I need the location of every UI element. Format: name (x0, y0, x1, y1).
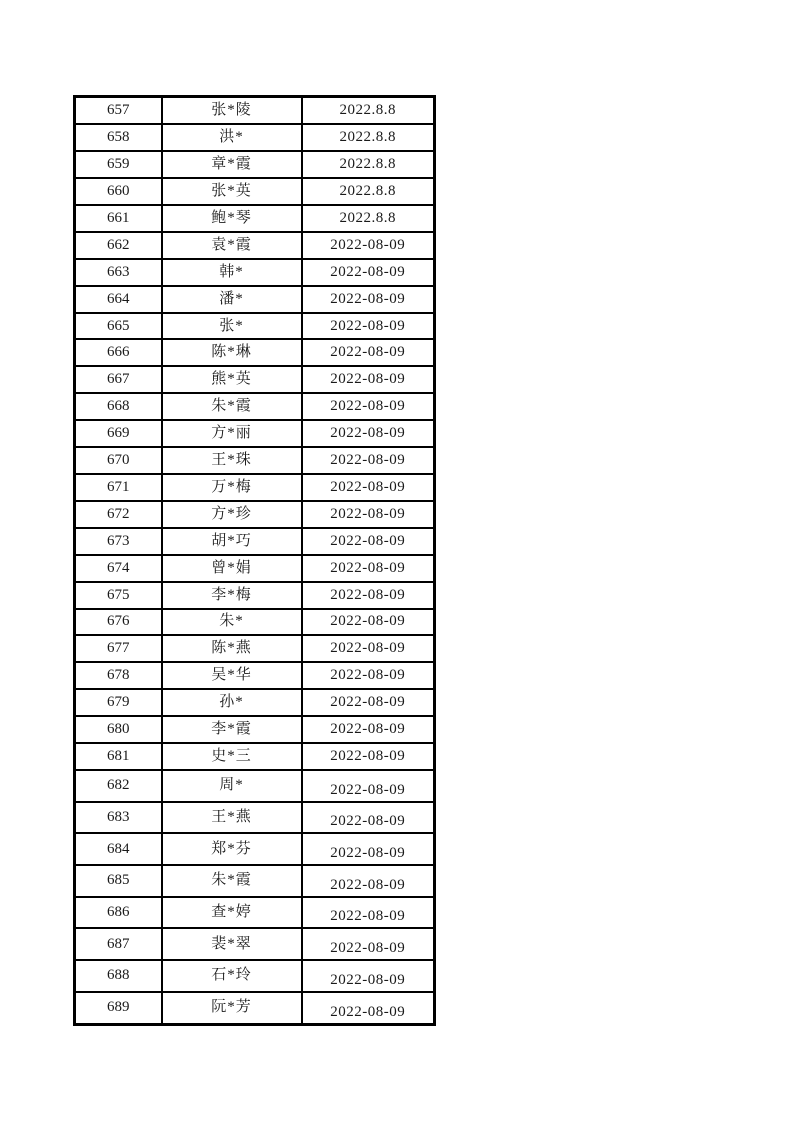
name-cell: 曾*娟 (162, 555, 302, 582)
row-number-cell: 659 (75, 151, 162, 178)
row-number-cell: 688 (75, 960, 162, 992)
name-cell: 潘* (162, 286, 302, 313)
date-cell: 2022-08-09 (302, 313, 435, 340)
table-row (75, 960, 435, 992)
table-row (75, 833, 435, 865)
date-cell: 2022-08-09 (302, 662, 435, 689)
date-cell: 2022-08-09 (302, 992, 435, 1025)
name-cell: 陈*琳 (162, 339, 302, 366)
row-number-cell: 657 (75, 97, 162, 125)
row-number-cell: 679 (75, 689, 162, 716)
name-cell: 章*霞 (162, 151, 302, 178)
row-number-cell: 680 (75, 716, 162, 743)
row-number-cell: 670 (75, 447, 162, 474)
table-row (75, 420, 435, 447)
row-number-cell: 667 (75, 366, 162, 393)
date-cell: 2022-08-09 (302, 286, 435, 313)
table-row (75, 897, 435, 929)
table-row (75, 555, 435, 582)
name-cell: 鲍*琴 (162, 205, 302, 232)
name-cell: 方*珍 (162, 501, 302, 528)
table-row (75, 232, 435, 259)
row-number-cell: 675 (75, 582, 162, 609)
name-cell: 胡*巧 (162, 528, 302, 555)
row-number-cell: 658 (75, 124, 162, 151)
date-cell: 2022-08-09 (302, 960, 435, 992)
row-number-cell: 681 (75, 743, 162, 770)
name-cell: 郑*芬 (162, 833, 302, 865)
table-row (75, 928, 435, 960)
table-row (75, 501, 435, 528)
date-cell: 2022-08-09 (302, 928, 435, 960)
date-cell: 2022.8.8 (302, 97, 435, 125)
table-row (75, 447, 435, 474)
date-cell: 2022.8.8 (302, 124, 435, 151)
date-cell: 2022-08-09 (302, 802, 435, 834)
row-number-cell: 674 (75, 555, 162, 582)
name-cell: 孙* (162, 689, 302, 716)
table-row (75, 770, 435, 802)
row-number-cell: 686 (75, 897, 162, 929)
date-cell: 2022.8.8 (302, 151, 435, 178)
name-cell: 查*婷 (162, 897, 302, 929)
date-cell: 2022-08-09 (302, 582, 435, 609)
table-row (75, 582, 435, 609)
name-cell: 吴*华 (162, 662, 302, 689)
row-number-cell: 682 (75, 770, 162, 802)
table-row (75, 205, 435, 232)
date-cell: 2022-08-09 (302, 420, 435, 447)
row-number-cell: 661 (75, 205, 162, 232)
date-cell: 2022-08-09 (302, 232, 435, 259)
table-row (75, 689, 435, 716)
date-cell: 2022.8.8 (302, 205, 435, 232)
name-cell: 方*丽 (162, 420, 302, 447)
table-row (75, 635, 435, 662)
name-cell: 裴*翠 (162, 928, 302, 960)
row-number-cell: 669 (75, 420, 162, 447)
row-number-cell: 671 (75, 474, 162, 501)
table-row (75, 528, 435, 555)
name-cell: 张*陵 (162, 97, 302, 125)
table-row (75, 865, 435, 897)
table-row (75, 474, 435, 501)
row-number-cell: 664 (75, 286, 162, 313)
date-cell: 2022-08-09 (302, 833, 435, 865)
row-number-cell: 672 (75, 501, 162, 528)
table-row (75, 393, 435, 420)
date-cell: 2022-08-09 (302, 393, 435, 420)
row-number-cell: 685 (75, 865, 162, 897)
row-number-cell: 673 (75, 528, 162, 555)
table-row (75, 366, 435, 393)
name-cell: 洪* (162, 124, 302, 151)
date-cell: 2022-08-09 (302, 689, 435, 716)
name-cell: 周* (162, 770, 302, 802)
date-cell: 2022-08-09 (302, 339, 435, 366)
date-cell: 2022.8.8 (302, 178, 435, 205)
row-number-cell: 660 (75, 178, 162, 205)
table-row (75, 716, 435, 743)
table-row (75, 151, 435, 178)
row-number-cell: 683 (75, 802, 162, 834)
name-cell: 朱*霞 (162, 865, 302, 897)
row-number-cell: 662 (75, 232, 162, 259)
date-cell: 2022-08-09 (302, 635, 435, 662)
name-cell: 朱* (162, 609, 302, 636)
row-number-cell: 676 (75, 609, 162, 636)
date-cell: 2022-08-09 (302, 865, 435, 897)
table-row (75, 662, 435, 689)
table-row (75, 802, 435, 834)
row-number-cell: 668 (75, 393, 162, 420)
table-row (75, 313, 435, 340)
date-cell: 2022-08-09 (302, 366, 435, 393)
date-cell: 2022-08-09 (302, 743, 435, 770)
roster-table (73, 95, 436, 1026)
name-cell: 李*霞 (162, 716, 302, 743)
date-cell: 2022-08-09 (302, 474, 435, 501)
name-cell: 万*梅 (162, 474, 302, 501)
name-cell: 石*玲 (162, 960, 302, 992)
row-number-cell: 666 (75, 339, 162, 366)
row-number-cell: 687 (75, 928, 162, 960)
row-number-cell: 684 (75, 833, 162, 865)
table-row (75, 97, 435, 125)
row-number-cell: 689 (75, 992, 162, 1025)
name-cell: 史*三 (162, 743, 302, 770)
name-cell: 张* (162, 313, 302, 340)
name-cell: 朱*霞 (162, 393, 302, 420)
name-cell: 陈*燕 (162, 635, 302, 662)
table-row (75, 992, 435, 1025)
date-cell: 2022-08-09 (302, 528, 435, 555)
table-row (75, 743, 435, 770)
name-cell: 张*英 (162, 178, 302, 205)
date-cell: 2022-08-09 (302, 555, 435, 582)
date-cell: 2022-08-09 (302, 447, 435, 474)
table-row (75, 339, 435, 366)
row-number-cell: 665 (75, 313, 162, 340)
name-cell: 王*燕 (162, 802, 302, 834)
table-row (75, 124, 435, 151)
row-number-cell: 678 (75, 662, 162, 689)
table-row (75, 286, 435, 313)
date-cell: 2022-08-09 (302, 501, 435, 528)
name-cell: 李*梅 (162, 582, 302, 609)
name-cell: 袁*霞 (162, 232, 302, 259)
date-cell: 2022-08-09 (302, 770, 435, 802)
table-row (75, 178, 435, 205)
date-cell: 2022-08-09 (302, 259, 435, 286)
date-cell: 2022-08-09 (302, 897, 435, 929)
name-cell: 熊*英 (162, 366, 302, 393)
name-cell: 王*珠 (162, 447, 302, 474)
date-cell: 2022-08-09 (302, 609, 435, 636)
table-row (75, 609, 435, 636)
row-number-cell: 663 (75, 259, 162, 286)
row-number-cell: 677 (75, 635, 162, 662)
name-cell: 阮*芳 (162, 992, 302, 1025)
roster-table-body (75, 97, 435, 1025)
date-cell: 2022-08-09 (302, 716, 435, 743)
table-row (75, 259, 435, 286)
name-cell: 韩* (162, 259, 302, 286)
